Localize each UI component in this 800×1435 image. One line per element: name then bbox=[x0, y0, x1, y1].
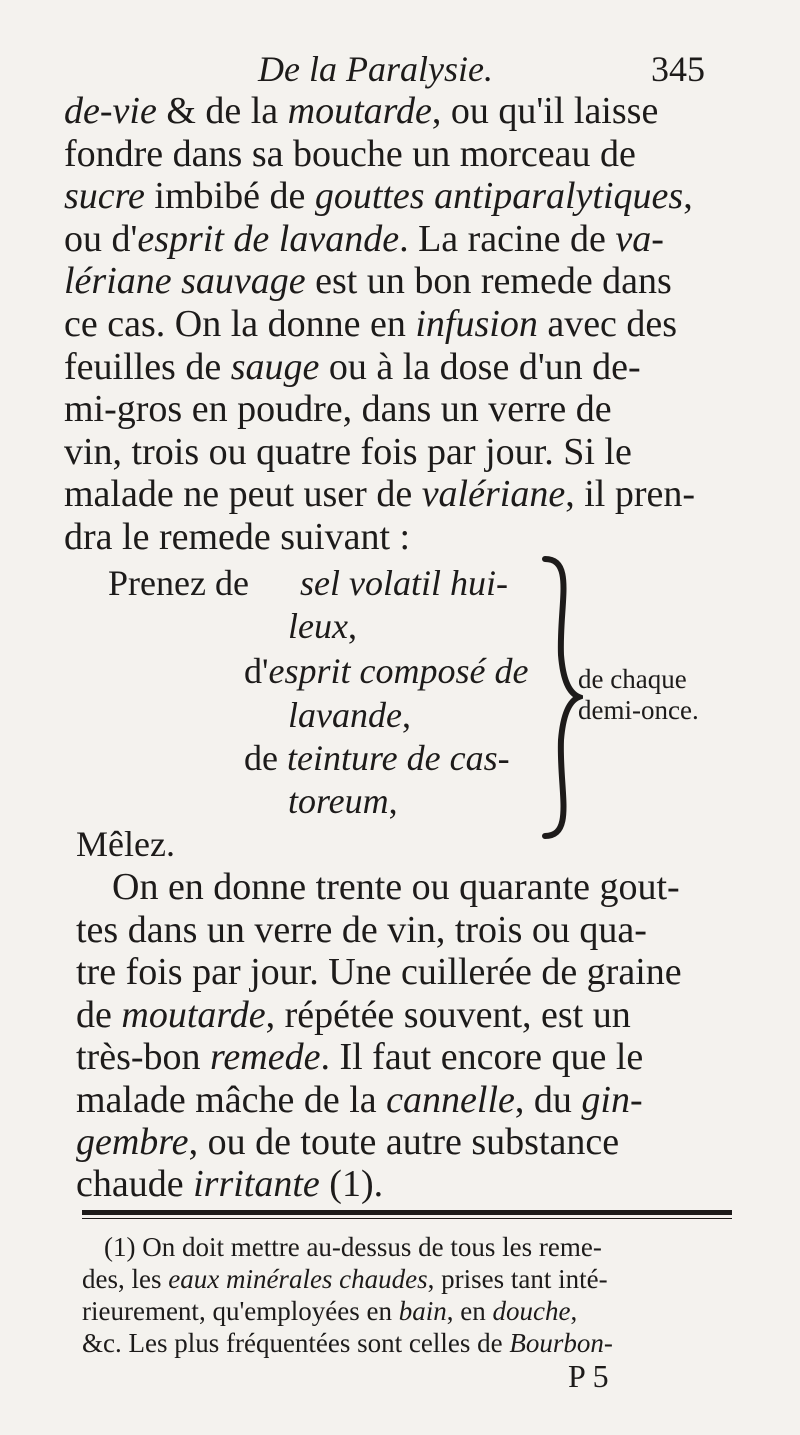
body-line bbox=[76, 996, 631, 1034]
body-line bbox=[64, 220, 664, 258]
italic-run: valériane bbox=[421, 473, 566, 515]
footnote-line bbox=[82, 1298, 577, 1325]
running-head-title: De la Paralysie. bbox=[258, 49, 493, 89]
italic-run: Bourbon- bbox=[509, 1328, 613, 1358]
footnote-divider bbox=[82, 1210, 732, 1215]
italic-run: teinture de cas- bbox=[286, 738, 510, 778]
footnote-line bbox=[82, 1266, 608, 1293]
body-line bbox=[76, 1165, 383, 1203]
text-run: avec des bbox=[537, 303, 678, 345]
body-line bbox=[64, 177, 693, 215]
body-line bbox=[64, 433, 632, 471]
italic-run: lavande bbox=[288, 695, 402, 735]
italic-run: eaux minérales chaudes bbox=[168, 1264, 428, 1294]
recipe-ingredient-line bbox=[288, 783, 398, 819]
text-run: des, les bbox=[82, 1264, 169, 1294]
italic-run: gouttes antiparalytiques bbox=[314, 175, 684, 217]
italic-run: gembre bbox=[76, 1121, 189, 1163]
text-run: feuilles de bbox=[64, 346, 231, 388]
body-line bbox=[64, 348, 641, 386]
italic-run: lériane sauvage bbox=[64, 260, 306, 302]
text-run: malade ne peut user de bbox=[64, 473, 422, 515]
italic-run: douche bbox=[492, 1296, 571, 1326]
text-run: vin, trois ou quatre fois par jour. Si le bbox=[64, 431, 632, 473]
page-number: 345 bbox=[651, 49, 705, 89]
text-run: de bbox=[244, 738, 287, 778]
italic-run: irritante bbox=[193, 1163, 320, 1205]
text-run: , ou qu'il laisse bbox=[431, 90, 659, 132]
italic-run: moutarde bbox=[287, 90, 432, 132]
text-run: chaude bbox=[76, 1163, 194, 1205]
dose-note-line2: demi-once. bbox=[578, 695, 699, 725]
recipe-prenez: Prenez de bbox=[108, 563, 249, 603]
text-run: , bbox=[683, 175, 693, 217]
text-run: , bbox=[347, 606, 357, 646]
text-run: , bbox=[570, 1296, 578, 1326]
text-run: rieurement, qu'employées en bbox=[82, 1296, 399, 1326]
text-run: est un bon remede dans bbox=[305, 260, 672, 302]
body-line bbox=[64, 390, 612, 428]
text-run: , prises tant inté- bbox=[427, 1264, 608, 1294]
text-run: fondre dans sa bouche un morceau de bbox=[64, 133, 636, 175]
text-run: On en donne trente ou quarante gout- bbox=[112, 866, 680, 908]
body-line bbox=[76, 1081, 643, 1119]
italic-run: infusion bbox=[415, 303, 538, 345]
body-line bbox=[76, 953, 682, 991]
italic-run: va- bbox=[615, 218, 664, 260]
text-run: &c. Les plus fréquentées sont celles de bbox=[82, 1328, 510, 1358]
text-run: (1) On doit mettre au-dessus de tous les reme- bbox=[104, 1232, 602, 1262]
text-run: tre fois par jour. Une cuillerée de graine bbox=[76, 951, 682, 993]
italic-run: gin- bbox=[581, 1079, 643, 1121]
recipe-ingredient-line bbox=[300, 565, 508, 601]
italic-run: moutarde bbox=[121, 994, 266, 1036]
text-run: ce cas. On la donne en bbox=[64, 303, 416, 345]
body-line bbox=[64, 262, 672, 300]
recipe-ingredient-line bbox=[288, 697, 411, 733]
footnote-line bbox=[82, 1330, 613, 1357]
text-run: mi-gros en poudre, dans un verre de bbox=[64, 388, 612, 430]
text-run: , répétée souvent, est un bbox=[265, 994, 631, 1036]
body-line bbox=[76, 1038, 643, 1076]
text-run: , bbox=[401, 695, 411, 735]
italic-run: de-vie bbox=[64, 90, 157, 132]
text-run: , ou de toute autre substance bbox=[188, 1121, 620, 1163]
italic-run: sucre bbox=[64, 175, 145, 217]
body-line bbox=[64, 475, 695, 513]
italic-run: toreum bbox=[288, 781, 389, 821]
body-line bbox=[112, 868, 680, 906]
recipe-ingredient-line bbox=[244, 740, 510, 776]
text-run: d' bbox=[244, 651, 269, 691]
body-line bbox=[64, 92, 658, 130]
text-run: & de la bbox=[156, 90, 288, 132]
curly-brace-icon bbox=[535, 555, 583, 840]
italic-run: bain bbox=[398, 1296, 447, 1326]
italic-run: sel volatil hui- bbox=[300, 563, 508, 603]
body-line bbox=[64, 135, 636, 173]
footnote-line bbox=[104, 1234, 602, 1261]
text-run: , bbox=[388, 781, 398, 821]
body-line bbox=[76, 1123, 619, 1161]
italic-run: remede bbox=[210, 1036, 321, 1078]
text-run: . La racine de bbox=[399, 218, 616, 260]
recipe-melez: Mêlez. bbox=[76, 824, 175, 864]
text-run: , en bbox=[446, 1296, 493, 1326]
signature-mark: P 5 bbox=[568, 1358, 609, 1394]
text-run: , du bbox=[514, 1079, 582, 1121]
italic-run: cannelle bbox=[386, 1079, 515, 1121]
recipe-ingredient-line bbox=[288, 608, 357, 644]
dose-note-line1: de chaque bbox=[578, 664, 687, 694]
text-run: , il pren- bbox=[565, 473, 695, 515]
italic-run: esprit composé de bbox=[268, 651, 529, 691]
text-run: malade mâche de la bbox=[76, 1079, 387, 1121]
body-line bbox=[64, 305, 677, 343]
text-run: de bbox=[76, 994, 122, 1036]
text-run: très-bon bbox=[76, 1036, 211, 1078]
text-run: ou d' bbox=[64, 218, 138, 260]
text-run: . Il faut encore que le bbox=[320, 1036, 644, 1078]
text-run: imbibé de bbox=[144, 175, 315, 217]
body-line bbox=[76, 911, 647, 949]
text-run: (1). bbox=[319, 1163, 384, 1205]
recipe-ingredient-line bbox=[244, 653, 528, 689]
text-run: tes dans un verre de vin, trois ou qua- bbox=[76, 909, 647, 951]
italic-run: esprit de lavande bbox=[137, 218, 400, 260]
italic-run: leux bbox=[288, 606, 348, 646]
italic-run: sauge bbox=[230, 346, 320, 388]
footnote-divider-thin bbox=[82, 1218, 732, 1219]
text-run: ou à la dose d'un de- bbox=[319, 346, 641, 388]
text-run: dra le remede suivant : bbox=[64, 516, 411, 558]
body-line bbox=[64, 518, 410, 556]
